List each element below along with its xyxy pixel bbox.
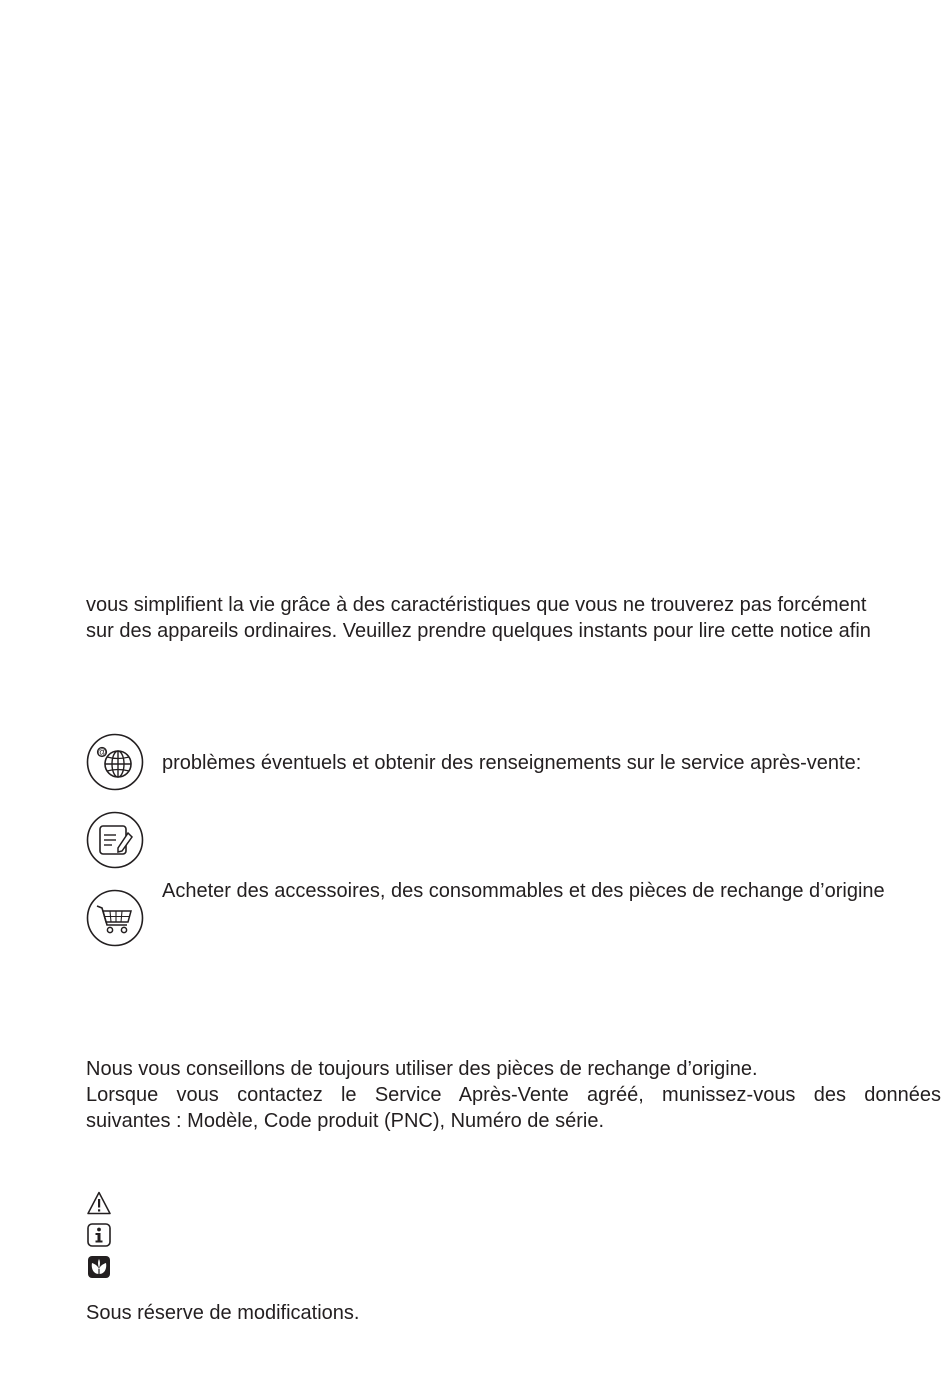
support-text: problèmes éventuels et obtenir des renseignements sur le service après-vente:: [162, 752, 862, 774]
shop-text: Acheter des accessoires, des consommables et des pièces de rechange d’origine: [162, 880, 885, 902]
intro-line-2: sur des appareils ordinaires. Veuillez prendre quelques instants pour lire cette notice afin: [86, 620, 871, 642]
environment-leaf-icon: [87, 1255, 111, 1279]
care-line-2: Lorsque vous contactez le Service Après-Vente agréé, munissez-vous des données: [86, 1084, 941, 1106]
care-line-3: suivantes : Modèle, Code produit (PNC), Numéro de série.: [86, 1110, 605, 1132]
warning-triangle-icon: [87, 1191, 111, 1215]
intro-line-1: vous simplifient la vie grâce à des caractéristiques que vous ne trouverez pas forcément: [86, 594, 867, 616]
globe-at-icon: [86, 733, 144, 791]
svg-text:@: @: [97, 747, 107, 757]
change-notice: Sous réserve de modifications.: [86, 1302, 360, 1324]
shopping-cart-icon: [86, 889, 144, 947]
care-line-1: Nous vous conseillons de toujours utiliser des pièces de rechange d’origine.: [86, 1058, 758, 1080]
info-icon: [87, 1223, 111, 1247]
notepad-pen-icon: [86, 811, 144, 869]
